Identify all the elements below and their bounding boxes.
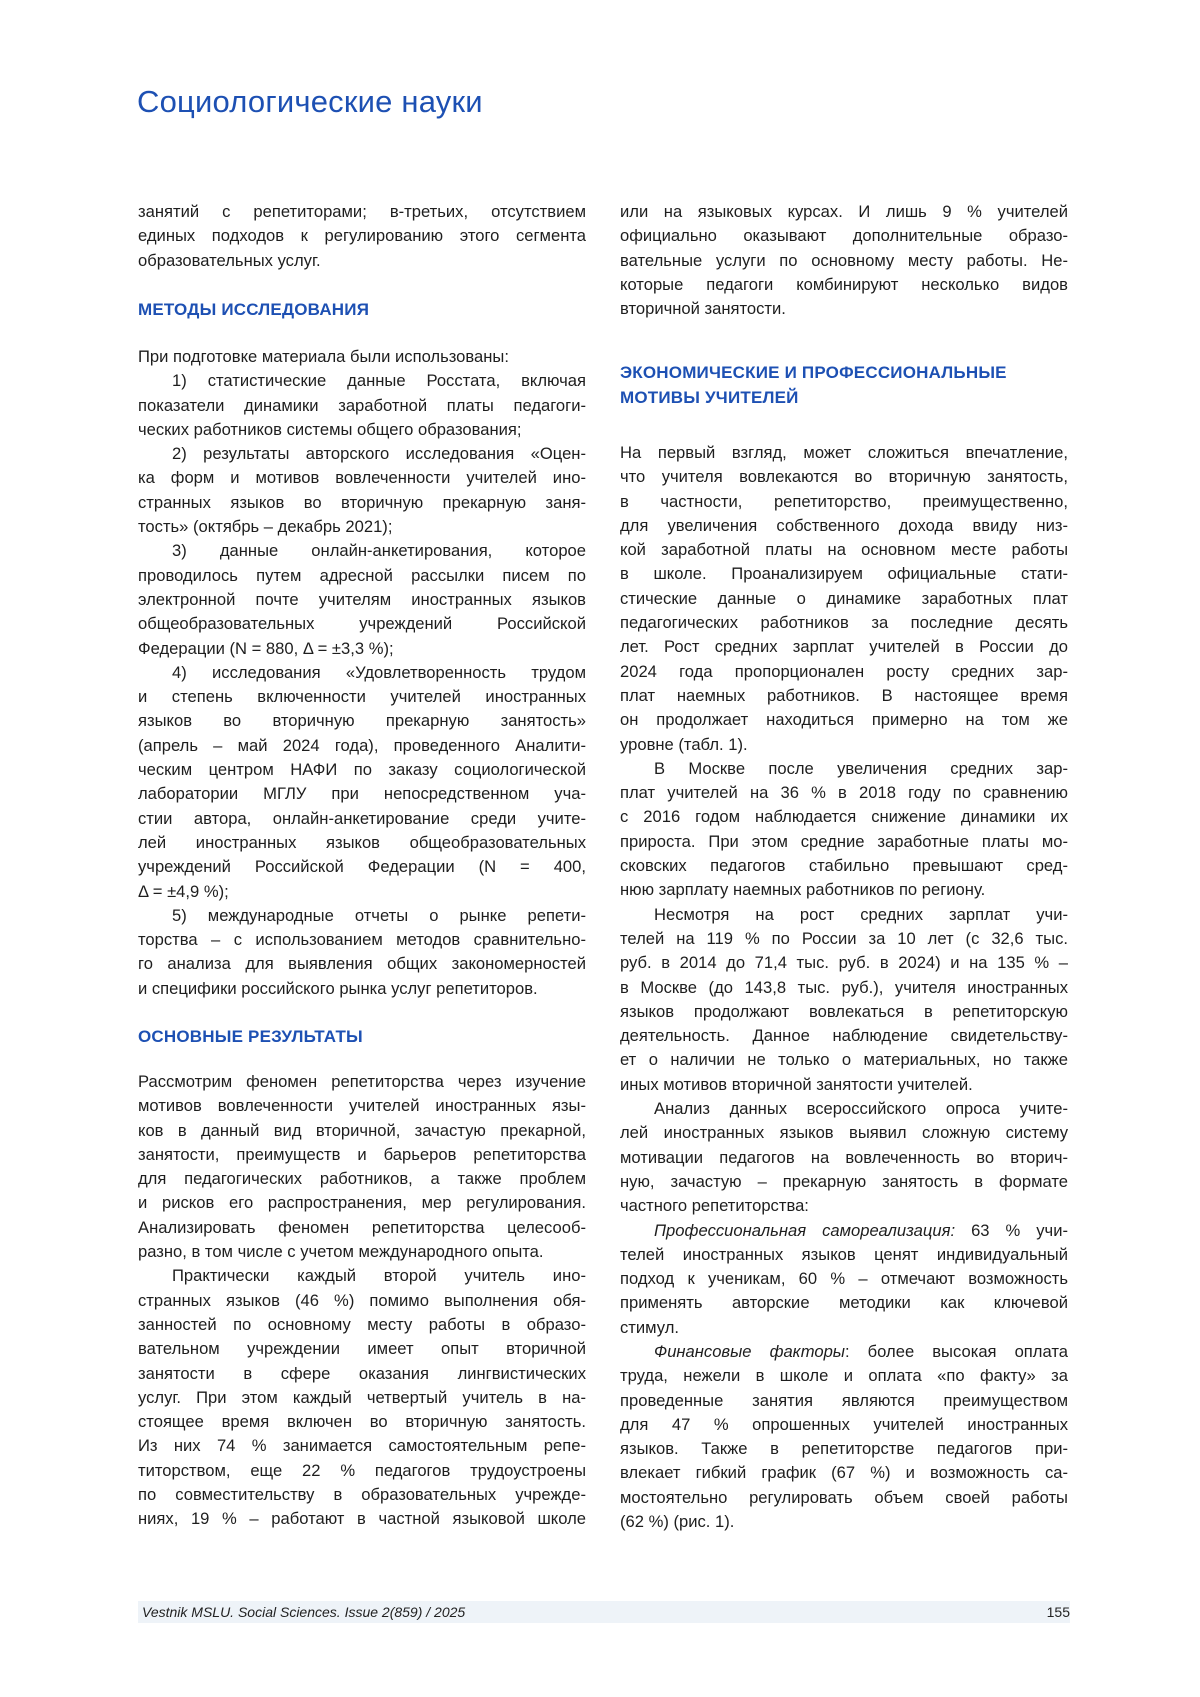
footer: [138, 1601, 1070, 1623]
text-line: [620, 1364, 1068, 1388]
text-fragment: 63 % учи-: [955, 1221, 1068, 1240]
results-text: [138, 1070, 586, 1532]
text-line: [620, 1243, 1068, 1267]
text-line: [620, 273, 1068, 297]
text-line-content: что учителя вовлекаются во вторичную занятость,: [620, 467, 1068, 486]
text-line-content: частного репетиторства:: [620, 1196, 809, 1215]
text-line-content: стоящее время включен во вторичную занятость.: [138, 1412, 586, 1431]
text-line: [620, 1073, 1068, 1097]
text-line-content: он продолжает находиться примерно на том же: [620, 710, 1068, 729]
text-line: [620, 927, 1068, 951]
text-line-content: ческих работников системы общего образования;: [138, 420, 522, 439]
text-line: [620, 1170, 1068, 1194]
text-line: [138, 880, 586, 904]
text-line: [138, 515, 586, 539]
text-line-content: странных языков во вторичную прекарную заня-: [138, 493, 586, 512]
text-line-content: в частности, репетиторство, преимущественно,: [620, 492, 1068, 511]
italic-term: Финансовые факторы: [654, 1342, 845, 1361]
text-line-content: ниях, 19 % – работают в частной языковой школе: [138, 1509, 586, 1528]
heading-motives: [620, 360, 1068, 410]
text-line-content: лей иностранных языков выявил сложную систему: [620, 1123, 1068, 1142]
text-line-content: Федерации (N = 880, Δ = ±3,3 %);: [138, 639, 394, 658]
text-line: [620, 781, 1068, 805]
text-line: [138, 1507, 586, 1531]
text-line-content: 2) результаты авторского исследования «Оцен-: [172, 444, 586, 463]
text-line-content: языков. Также в репетиторстве педагогов при-: [620, 1439, 1068, 1458]
text-line: [620, 1510, 1068, 1534]
text-line-content: вательном учреждении имеет опыт вторичной: [138, 1339, 586, 1358]
text-line: [138, 1410, 586, 1434]
text-line-content: Несмотря на рост средних зарплат учи-: [654, 905, 1068, 924]
text-line-content: учреждений Российской Федерации (N = 400,: [138, 857, 586, 876]
text-line-content: телей иностранных языков ценят индивидуальный: [620, 1245, 1068, 1264]
paragraph: [138, 1070, 586, 1264]
paragraph: [620, 200, 1068, 321]
text-line-content: торства – с использованием методов сравнительно-: [138, 930, 586, 949]
text-line-content: телей на 119 % по России за 10 лет (с 32,6 тыс.: [620, 929, 1068, 948]
text-line: [620, 249, 1068, 273]
text-line-content: стические данные о динамике заработных плат: [620, 589, 1068, 608]
text-line: [620, 1000, 1068, 1024]
text-line: [138, 904, 586, 928]
text-line-content: языков во вторичную прекарную занятость»: [138, 711, 586, 730]
text-line: [620, 1097, 1068, 1121]
text-line: [138, 249, 586, 273]
text-line: [138, 612, 586, 636]
text-line-content: педагогических работников за последние десять: [620, 613, 1068, 632]
heading-motives-line: ЭКОНОМИЧЕСКИЕ И ПРОФЕССИОНАЛЬНЫЕ: [620, 360, 1068, 385]
text-line: [620, 660, 1068, 684]
text-line-content: занятости в сфере оказания лингвистических: [138, 1364, 586, 1383]
text-line: [138, 1070, 586, 1094]
text-line-content: влекает гибкий график (67 %) и возможность са-: [620, 1463, 1068, 1482]
text-line-content: странных языков (46 %) помимо выполнения обя-: [138, 1291, 586, 1310]
text-line-content: лей иностранных языков общеобразовательных: [138, 833, 586, 852]
text-line-content: Δ = ±4,9 %);: [138, 882, 229, 901]
paragraph: [620, 757, 1068, 903]
text-line: [138, 564, 586, 588]
text-line: [138, 466, 586, 490]
text-line-content: руб. в 2014 до 71,4 тыс. руб. в 2024) и на 135 % –: [620, 953, 1068, 972]
text-line: [620, 465, 1068, 489]
text-line-content: мотивов вовлеченности учителей иностранных язы-: [138, 1096, 586, 1115]
paragraph: [138, 1264, 586, 1531]
text-line: [138, 734, 586, 758]
text-line: [138, 369, 586, 393]
text-line-content: ков в данный вид вторичной, зачастую прекарной,: [138, 1121, 586, 1140]
text-line: [138, 1386, 586, 1410]
text-line-content: Анализ данных всероссийского опроса учите-: [654, 1099, 1068, 1118]
text-line-content: Рассмотрим феномен репетиторства через изучение: [138, 1072, 586, 1091]
text-line: [620, 1219, 1068, 1243]
text-line-content: ет о наличии не только о материальных, но также: [620, 1050, 1068, 1069]
continuation-text: [620, 200, 1068, 321]
text-line: [138, 1094, 586, 1118]
text-line: [138, 1143, 586, 1167]
text-line: [138, 1216, 586, 1240]
text-line: [620, 490, 1068, 514]
text-line: [138, 1240, 586, 1264]
text-line: [138, 394, 586, 418]
text-line: [620, 854, 1068, 878]
text-line-content: проводилось путем адресной рассылки писем по: [138, 566, 586, 585]
text-line-content: [654, 1221, 1068, 1240]
text-line-content: 3) данные онлайн-анкетирования, которое: [172, 541, 586, 560]
text-line-content: иных мотивов вторичной занятости учителей.: [620, 1075, 973, 1094]
text-line-content: плат наемных работников. В настоящее время: [620, 686, 1068, 705]
text-line: [138, 807, 586, 831]
text-line: [138, 1483, 586, 1507]
text-line-content: труда, нежели в школе и оплата «по факту» за: [620, 1366, 1068, 1385]
paragraph: [138, 539, 586, 660]
text-line: [138, 1337, 586, 1361]
paragraph: [620, 1097, 1068, 1218]
text-line: [138, 224, 586, 248]
text-line-content: официально оказывают дополнительные образо-: [620, 226, 1068, 245]
text-line-content: общеобразовательных учреждений Российской: [138, 614, 586, 633]
text-line: [138, 977, 586, 1001]
text-line: [620, 951, 1068, 975]
text-line: [620, 635, 1068, 659]
paragraph: [620, 903, 1068, 1097]
text-line: [138, 1167, 586, 1191]
text-line-content: В Москве после увеличения средних зар-: [654, 759, 1068, 778]
text-line: [138, 758, 586, 782]
text-line: [138, 1264, 586, 1288]
heading-methods: МЕТОДЫ ИССЛЕДОВАНИЯ: [138, 297, 586, 322]
heading-motives-line: МОТИВЫ УЧИТЕЛЕЙ: [620, 385, 1068, 410]
paragraph: [620, 1340, 1068, 1534]
text-line: [620, 1194, 1068, 1218]
text-line-content: Практически каждый второй учитель ино-: [172, 1266, 586, 1285]
text-line-content: занятий с репетиторами; в-третьих, отсутствием: [138, 202, 586, 221]
text-line-content: [654, 1342, 1068, 1361]
text-line-content: показатели динамики заработной платы педагоги-: [138, 396, 586, 415]
text-line: [138, 418, 586, 442]
text-line-content: 4) исследования «Удовлетворенность трудом: [172, 663, 586, 682]
text-line: [138, 952, 586, 976]
text-line-content: применять авторские методики как ключевой: [620, 1293, 1068, 1312]
text-line: [138, 709, 586, 733]
text-line-content: Анализировать феномен репетиторства целесооб-: [138, 1218, 586, 1237]
text-line: [138, 491, 586, 515]
text-line-content: кой заработной платы на основном месте работы: [620, 540, 1068, 559]
text-line-content: и степень включенности учителей иностранных: [138, 687, 586, 706]
text-line: [620, 200, 1068, 224]
text-line-content: занностей по основному месту работы в образо-: [138, 1315, 586, 1334]
text-line-content: для педагогических работников, а также проблем: [138, 1169, 586, 1188]
footer-journal-title: Vestnik MSLU. Social Sciences. Issue 2(859) / 2025: [142, 1604, 465, 1620]
text-line-content: (62 %) (рис. 1).: [620, 1512, 734, 1531]
text-line: [138, 539, 586, 563]
text-line: [620, 297, 1068, 321]
text-line-content: подход к ученикам, 60 % – отмечают возможность: [620, 1269, 1068, 1288]
text-line: [620, 708, 1068, 732]
text-line-content: для увеличения собственного дохода ввиду низ-: [620, 516, 1068, 535]
text-line: [138, 637, 586, 661]
text-line-content: мотивации педагогов на вовлеченность во вторич-: [620, 1148, 1068, 1167]
text-line: [138, 661, 586, 685]
text-line: [620, 611, 1068, 635]
text-line-content: разно, в том числе с учетом международного опыта.: [138, 1242, 544, 1261]
text-line-content: 5) международные отчеты о рынке репети-: [172, 906, 586, 925]
text-line-content: языков продолжают вовлекаться в репетиторскую: [620, 1002, 1068, 1021]
text-line: [620, 514, 1068, 538]
text-line-content: по совместительству в образовательных учрежде-: [138, 1485, 586, 1504]
text-line: [620, 805, 1068, 829]
text-line-content: нюю зарплату наемных работников по региону.: [620, 880, 985, 899]
paragraph: [138, 661, 586, 904]
text-line: [620, 1316, 1068, 1340]
text-line-content: и рисков его распространения, мер регулирования.: [138, 1193, 586, 1212]
text-line: [138, 1434, 586, 1458]
text-line-content: в школе. Проанализируем официальные стати-: [620, 564, 1068, 583]
text-line-content: мостоятельно регулировать объем своей работы: [620, 1488, 1068, 1507]
text-line: [620, 1121, 1068, 1145]
text-line-content: При подготовке материала были использованы:: [138, 347, 509, 366]
paragraph: [138, 904, 586, 1001]
text-line: [138, 345, 586, 369]
text-line-content: или на языковых курсах. И лишь 9 % учителей: [620, 202, 1068, 221]
section-title: Социологические науки: [137, 84, 483, 120]
text-line-content: занятости, преимуществ и барьеров репетиторства: [138, 1145, 586, 1164]
text-line: [620, 1146, 1068, 1170]
text-line: [620, 1437, 1068, 1461]
paragraph: [620, 1219, 1068, 1340]
text-line-content: титорством, еще 22 % педагогов трудоустроены: [138, 1461, 586, 1480]
italic-term: Профессиональная самореализация:: [654, 1221, 955, 1240]
text-line: [138, 1362, 586, 1386]
text-line-content: уровне (табл. 1).: [620, 735, 748, 754]
text-line: [138, 1191, 586, 1215]
text-line-content: тость» (октябрь – декабрь 2021);: [138, 517, 392, 536]
text-line-content: которые педагоги комбинируют несколько видов: [620, 275, 1068, 294]
text-line: [620, 830, 1068, 854]
text-line: [620, 684, 1068, 708]
text-fragment: : более высокая оплата: [845, 1342, 1068, 1361]
text-line-content: услуг. При этом каждый четвертый учитель в на-: [138, 1388, 586, 1407]
text-line-content: плат учителей на 36 % в 2018 году по сравнению: [620, 783, 1068, 802]
text-line: [620, 976, 1068, 1000]
text-line: [620, 441, 1068, 465]
text-line: [620, 1340, 1068, 1364]
text-line-content: ческим центром НАФИ по заказу социологической: [138, 760, 586, 779]
text-line: [138, 831, 586, 855]
paragraph: [620, 441, 1068, 757]
text-line-content: образовательных услуг.: [138, 251, 321, 270]
text-line: [620, 1048, 1068, 1072]
text-line-content: единых подходов к регулированию этого сегмента: [138, 226, 586, 245]
text-line-content: с 2016 годом наблюдается снижение динамики их: [620, 807, 1068, 826]
text-line: [620, 224, 1068, 248]
text-line-content: Из них 74 % занимается самостоятельным репе-: [138, 1436, 586, 1455]
text-line: [138, 685, 586, 709]
text-line-content: в Москве (до 143,8 тыс. руб.), учителя иностранных: [620, 978, 1068, 997]
text-line: [138, 588, 586, 612]
text-line: [620, 1413, 1068, 1437]
text-line: [138, 1313, 586, 1337]
text-line: [620, 1486, 1068, 1510]
text-line-content: для 47 % опрошенных учителей иностранных: [620, 1415, 1068, 1434]
paragraph: [138, 345, 586, 369]
text-line: [138, 442, 586, 466]
motives-text: [620, 441, 1068, 1534]
text-line-content: стимул.: [620, 1318, 679, 1337]
paragraph: [138, 200, 586, 273]
text-line-content: проведенные занятия являются преимуществом: [620, 1391, 1068, 1410]
text-line-content: 2024 года пропорционален росту средних зар-: [620, 662, 1068, 681]
page-number: 155: [1047, 1604, 1070, 1620]
text-line: [138, 1289, 586, 1313]
text-line: [620, 733, 1068, 757]
text-line: [138, 782, 586, 806]
text-line-content: сковских педагогов стабильно превышают сред-: [620, 856, 1068, 875]
paragraph: [138, 369, 586, 442]
intro-text: [138, 200, 586, 273]
text-line: [138, 1119, 586, 1143]
text-line: [620, 878, 1068, 902]
text-line: [138, 1459, 586, 1483]
text-line-content: 1) статистические данные Росстата, включая: [172, 371, 586, 390]
text-line: [620, 1461, 1068, 1485]
text-line: [138, 928, 586, 952]
text-line: [620, 903, 1068, 927]
text-line: [620, 562, 1068, 586]
text-line: [620, 1024, 1068, 1048]
text-line-content: вательные услуги по основному месту работы. Не-: [620, 251, 1068, 270]
heading-results: ОСНОВНЫЕ РЕЗУЛЬТАТЫ: [138, 1024, 586, 1049]
text-line: [620, 1267, 1068, 1291]
text-line: [138, 200, 586, 224]
text-line-content: (апрель – май 2024 года), проведенного Аналити-: [138, 736, 586, 755]
text-line: [620, 1389, 1068, 1413]
text-line: [620, 538, 1068, 562]
text-line-content: го анализа для выявления общих закономерностей: [138, 954, 586, 973]
text-line-content: прироста. При этом средние заработные платы мо-: [620, 832, 1068, 851]
text-line: [620, 587, 1068, 611]
methods-text: [138, 345, 586, 1001]
text-line-content: ную, зачастую – прекарную занятость в формате: [620, 1172, 1068, 1191]
text-line-content: электронной почте учителям иностранных языков: [138, 590, 586, 609]
text-line-content: стии автора, онлайн-анкетирование среди учите-: [138, 809, 586, 828]
text-line: [620, 757, 1068, 781]
text-line: [138, 855, 586, 879]
text-line-content: и специфики российского рынка услуг репетиторов.: [138, 979, 538, 998]
text-line: [620, 1291, 1068, 1315]
text-line-content: вторичной занятости.: [620, 299, 786, 318]
text-line-content: лаборатории МГЛУ при непосредственном уча-: [138, 784, 586, 803]
text-line-content: На первый взгляд, может сложиться впечатление,: [620, 443, 1068, 462]
text-line-content: лет. Рост средних зарплат учителей в России до: [620, 637, 1068, 656]
text-line-content: ка форм и мотивов вовлеченности учителей ино-: [138, 468, 586, 487]
paragraph: [138, 442, 586, 539]
text-line-content: деятельность. Данное наблюдение свидетельству-: [620, 1026, 1068, 1045]
